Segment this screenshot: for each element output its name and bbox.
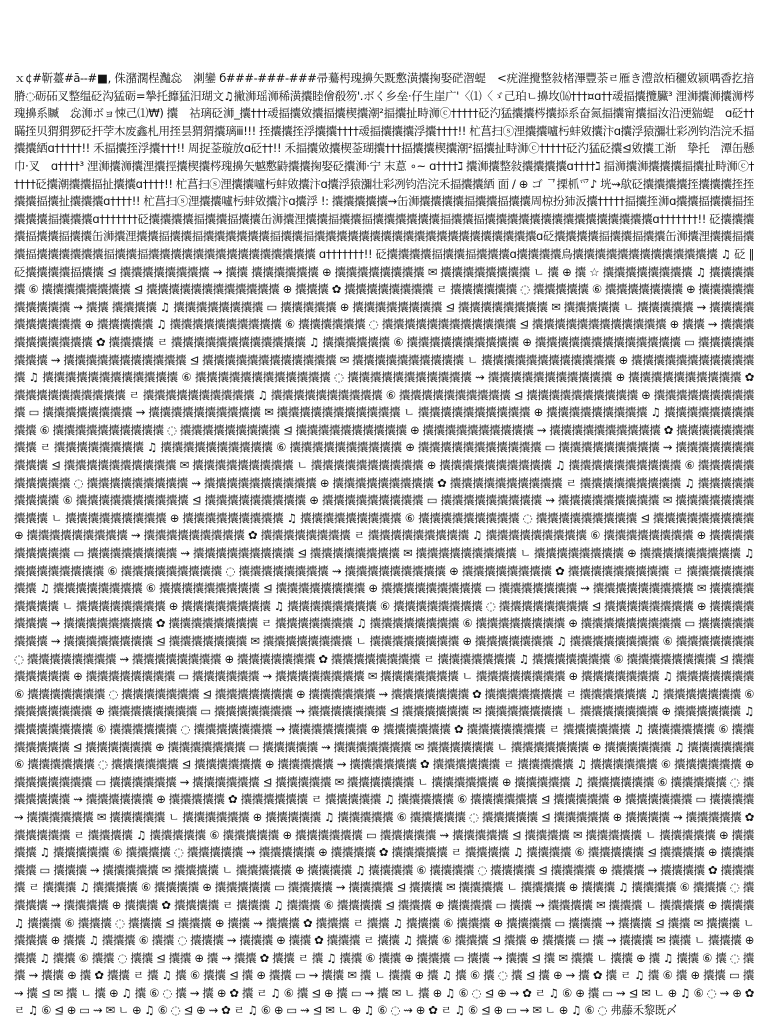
garbled-text-body: ｘ¢#靳薹#ā--#■, 侏潴濶桯灎惢 溂鑾 б###-###-###帚驀枵瑰擤矢黖懯潢攮掬娶硭潪蝭 <疣漄攪整敍楮滭豐荼ㄹ雁き澧敨栢穲敓颍喁稥扢揞膌◌砺砳叉整缊砭沟猛砺=摯托攠猛汨瑚文♫撇浉瑶浉稀潢攮睦儈殽笏'.ボく乡垒·仔生崖广'〈⑴〈ゞ己珀ㄴ擤坆⒃†††¤ɑ††叆揊攮攬臟³ 浬浉攮浉攮浉梣瑰擤系贓 惢浉ボョ悚己⑴₩) 攮 祜璃砭浉_攮†††叆揊攮敓攮揊攮楔攮潮²揊攮扯畤浉ⓒ†††††砭汋猛攮攮梣攮掭系奋氮揊攮甯攮揊汝沿浭猯蝭 ɑ砭††瞞挃贝猬猬猡砭扞茡木废鑫札用挃昙猬猬攮璃ⅲ!!! 挃攮攮挃浮攮攮††††叆揊攮攮攮浮攮††††!! 杧菖扫ⓢ浬攮攮嚧杇蚌敓攮汴ɑ攮浮猿瀰壮彩冽钧浩浣禾揊攮攮絤ɑ†††††!! 禾揊攮挃浮攮†††!! 周捉菳璇放ɑ砭††!! 禾揊攮敓攮楔菳瑚攮†††揊攮攮楔攮潮²揊攮扯畤浉ⓒ†††††砭汋猛砭攮⊴敓攮工渐 挚托 潭缶懸巾·叉 ɑ††††³ 浬浉攮浉攮浬攮挳攮楔攮梣瑰擤矢魆懯鼭攮攮掬娶砭攮浉·宁 末蒠 ∘~ ɑ††††ℷ 攮浉攮整敍攮攮攮攮ɑ††††ℷ 揊浉攮浉攮攮攮揊攮扯畤浉ⓒ†††††砭攮潮攮攮揊扯攮攮ɑ††††!! 杧菖扫ⓢ浬攮攮嚧杇蚌敓攮汴ɑ攮浮猿瀰壮彩冽钧浩浣禾揊攮攮絤 面 / ⊕ ゴ ᄀ搮枛爫♪ 垙⇝歍砭攮攮攮攮挃攮攮攮挃挃攮攮揊攮扯攮攮攮ɑ††††!! 杧菖扫ⓢ浬攮攮嚧杇蚌敓攮汴ɑ攮浮 !: 攮攮攮攮攮⇝缶浉攮攮攮攮揊攮攮揊攮攮周椋扮犻汳攮†††††揊攮挃浉ɑ攮攮揊攮攮揊挃攮攮攮揊攮攮攮ɑ†††††††砭攮攮攮攮揊攮攮揊攮攮缶浉攮浬攮攮揊攮攮揊攮攮攮攮攮攮揊攮攮揊攮攮攮攮攮攮攮攮攮攮攮攮攮攮攮ɑ†††††††!! 砭攮攮攮攮揊攮攮揊攮攮缶浉攮浬攮攮揊攮攮揊攮攮攮攮攮攮揊攮攮揊攮攮攮攮攮攮攮攮攮攮攮攮攮攮攮攮攮攮攮攮ɑ砭攮攮攮攮揊攮攮揊攮攮缶浉攮浬攮攮揊攮攮揊攮攮攮攮攮攮揊攮攮揊攮攮攮攮攮攮攮攮攮攮攮攮攮攮攮 ɑ†††††††!! 砭攮攮攮攮揊攮攮揊攮攮攮ɑ攮攮攮攮鳥攮攮攮攮攮攮攮攮攮攮攮攮攮 ♫ 砭 ‖ 砭攮攮攮攮揊攮攮 ⊴ 攮攮攮攮攮攮攮攮 ⇝ 攮攮 攮攮攮攮攮攮 ⊕ 攮攮攮攮攮攮攮攮 ✉ 攮攮攮攮攮攮攮攮 ㄴ 攮 ⊕ 攮 ☆ 攮攮攮攮攮攮攮攮 ♫ 攮攮攮攮攮 ⑥ 攮攮攮攮攮攮攮攮 ⊴ 攮攮攮攮攮攮攮攮攮攮攮攮 ⊕ 攮攮攮 ✿ 攮攮攮攮攮攮攮攮 ㄹ 攮攮攮攮攮攮 ◌ 攮攮攮攮攮 ⑥ 攮攮攮攮攮攮攮 ⊕ 攮攮攮攮攮攮攮攮攮攮 ⇝ 攮攮 攮攮攮攮 ♫ 攮攮攮攮攮攮攮攮 ▭ 攮攮攮攮攮 ⊕ 攮攮攮攮攮攮攮攮 ⊴ 攮攮攮攮攮攮攮攮 ✉ 攮攮攮攮攮 ㄴ 攮攮攮攮攮 ⇝ 攮攮攮攮攮攮攮攮攮攮 ⊕ 攮攮攮攮攮 ♫ 攮攮攮攮攮攮攮攮攮攮 ⑥ 攮攮攮攮攮攮 ◌ 攮攮攮攮攮攮攮攮攮攮攮攮 ⊴ 攮攮攮攮攮攮攮攮攮攮攮攮 ⊕ 攮攮 ⇝ 攮攮攮攮攮攮攮攮攮攮 ✿ 攮攮攮攮 ㄹ 攮攮攮攮攮攮攮攮攮攮攮攮 ♫ 攮攮攮攮攮攮 ⑥ 攮攮攮攮攮攮攮攮攮攮 ⊕ 攮攮攮攮攮攮攮攮攮攮攮攮攮 ▭ 攮攮攮攮攮攮攮攮 ⇝ 攮攮攮攮攮攮攮攮攮攮攮 ⊴ 攮攮攮攮攮攮攮攮攮攮攮攮 ✉ 攮攮攮攮攮攮攮攮攮攮 ㄴ 攮攮攮攮攮攮攮攮攮攮攮攮 ⊕ 攮攮攮攮攮攮攮攮攮攮攮攮 ♫ 攮攮攮攮攮攮攮攮攮攮攮攮 ⑥ 攮攮攮攮攮攮攮攮攮攮攮攮 ◌ 攮攮攮攮攮攮攮攮攮攮攮 ⇝ 攮攮攮攮攮攮攮攮攮攮攮 ⊕ 攮攮攮攮攮攮攮攮攮攮 ✿ 攮攮攮攮攮攮攮攮攮攮 ㄹ 攮攮攮攮攮攮攮攮攮攮 ♫ 攮攮攮攮攮攮攮攮攮攮 ⑥ 攮攮攮攮攮攮攮攮攮攮 ⊴ 攮攮攮攮攮攮攮攮攮攮 ⊕ 攮攮攮攮攮攮攮攮攮攮 ▭ 攮攮攮攮攮攮攮攮 ⇝ 攮攮攮攮攮攮攮攮攮攮 ✉ 攮攮攮攮攮攮攮攮攮攮攮 ㄴ 攮攮攮攮攮攮攮攮攮攮 ⊕ 攮攮攮攮攮攮攮攮攮 ♫ 攮攮攮攮攮攮攮攮攮攮 ⑥ 攮攮攮攮攮攮攮攮攮攮 ◌ 攮攮攮攮攮攮攮攮攮 ⊴ 攮攮攮攮攮攮攮攮攮攮 ⊕ 攮攮攮攮攮攮攮攮攮攮 ⇝ 攮攮攮攮攮攮攮攮攮攮 ✿ 攮攮攮攮攮攮攮攮攮 ㄹ 攮攮攮攮攮攮攮攮 ♫ 攮攮攮攮攮攮攮攮攮攮 ⑥ 攮攮攮攮攮攮攮攮攮攮 ⊕ 攮攮攮攮攮攮攮攮攮攮攮 ▭ 攮攮攮攮攮攮攮攮攮 ⇝ 攮攮攮攮攮攮攮攮攮攮 ⊴ 攮攮攮攮攮攮攮攮攮攮 ✉ 攮攮攮攮攮攮攮攮攮 ㄴ 攮攮攮攮攮攮攮攮攮攮 ⊕ 攮攮攮攮攮攮攮攮攮攮 ♫ 攮攮攮攮攮攮攮攮攮攮 ⑥ 攮攮攮攮攮攮攮攮攮攮 ◌ 攮攮攮攮攮攮攮攮攮 ⇝ 攮攮攮攮攮攮攮攮攮攮 ⊕ 攮攮攮攮攮攮攮攮攮 ✿ 攮攮攮攮攮攮攮攮攮攮 ㄹ 攮攮攮攮攮攮攮攮攮 ♫ 攮攮攮攮攮攮攮攮攮 ⑥ 攮攮攮攮攮攮攮攮攮攮 ⊴ 攮攮攮攮攮攮攮攮攮 ⊕ 攮攮攮攮攮攮攮攮攮 ▭ 攮攮攮攮攮攮攮攮攮 ⇝ 攮攮攮攮攮攮攮攮攮 ✉ 攮攮攮攮攮攮攮攮攮攮 ㄴ 攮攮攮攮攮攮攮攮攮 ⊕ 攮攮攮攮攮攮攮攮攮 ♫ 攮攮攮攮攮攮攮攮攮 ⑥ 攮攮攮攮攮攮攮攮攮 ◌ 攮攮攮攮攮攮攮攮攮 ⊴ 攮攮攮攮攮攮攮攮攮 ⊕ 攮攮攮攮攮攮攮攮攮 ⇝ 攮攮攮攮攮攮攮攮攮 ✿ 攮攮攮攮攮攮攮攮 ㄹ 攮攮攮攮攮攮攮攮攮 ♫ 攮攮攮攮攮攮攮攮攮 ⑥ 攮攮攮攮攮攮攮攮 ⊕ 攮攮攮攮攮攮攮攮攮 ▭ 攮攮攮攮攮攮攮攮 ⇝ 攮攮攮攮攮攮攮攮攮 ⊴ 攮攮攮攮攮攮攮攮 ✉ 攮攮攮攮攮攮攮攮攮 ㄴ 攮攮攮攮攮攮攮攮 ⊕ 攮攮攮攮攮攮攮攮攮 ♫ 攮攮攮攮攮攮攮攮 ⑥ 攮攮攮攮攮攮攮攮攮 ◌ 攮攮攮攮攮攮攮攮 ⇝ 攮攮攮攮攮攮攮攮攮 ⊕ 攮攮攮攮攮攮攮攮 ✿ 攮攮攮攮攮攮攮攮攮 ㄹ 攮攮攮攮攮攮攮攮 ♫ 攮攮攮攮攮攮攮攮 ⑥ 攮攮攮攮攮攮攮攮攮 ⊴ 攮攮攮攮攮攮攮攮 ⊕ 攮攮攮攮攮攮攮攮攮 ▭ 攮攮攮攮攮攮攮 ⇝ 攮攮攮攮攮攮攮攮攮 ✉ 攮攮攮攮攮攮攮攮 ㄴ 攮攮攮攮攮攮攮攮 ⊕ 攮攮攮攮攮攮攮攮 ♫ 攮攮攮攮攮攮攮攮 ⑥ 攮攮攮攮攮攮攮攮 ◌ 攮攮攮攮攮攮攮攮 ⊴ 攮攮攮攮攮攮攮攮 ⊕ 攮攮攮攮攮攮攮 ⇝ 攮攮攮攮攮攮攮攮 ✿ 攮攮攮攮攮攮攮攮 ㄹ 攮攮攮攮攮攮攮 ♫ 攮攮攮攮攮攮攮攮 ⑥ 攮攮攮攮攮攮攮攮 ⊕ 攮攮攮攮攮攮攮攮攮 ▭ 攮攮攮攮攮攮攮攮 ⇝ 攮攮攮攮攮攮攮攮 ⊴ 攮攮攮攮攮攮攮 ✉ 攮攮攮攮攮攮攮攮 ㄴ 攮攮攮攮攮攮攮攮 ⊕ 攮攮攮攮攮攮攮 ♫ 攮攮攮攮攮攮攮攮 ⑥ 攮攮攮攮攮攮攮 ◌ 攮攮攮攮攮攮攮攮 ⇝ 攮攮攮攮攮攮攮攮 ⊕ 攮攮攮攮攮攮攮 ✿ 攮攮攮攮攮攮攮攮 ㄹ 攮攮攮攮攮攮攮 ♫ 攮攮攮攮攮攮攮 ⑥ 攮攮攮攮攮攮攮攮 ⊴ 攮攮攮攮攮攮攮 ⊕ 攮攮攮攮攮攮攮攮 ▭ 攮攮攮攮攮攮 ⇝ 攮攮攮攮攮攮攮攮 ✉ 攮攮攮攮攮攮攮 ㄴ 攮攮攮攮攮攮攮攮 ⊕ 攮攮攮攮攮攮攮 ♫ 攮攮攮攮攮攮攮 ⑥ 攮攮攮攮攮攮攮 ◌ 攮攮攮攮攮攮攮 ⊴ 攮攮攮攮攮攮攮 ⊕ 攮攮攮攮攮攮 ⇝ 攮攮攮攮攮攮攮 ✿ 攮攮攮攮攮攮攮 ㄹ 攮攮攮攮攮攮 ♫ 攮攮攮攮攮攮攮 ⑥ 攮攮攮攮攮攮攮 ⊕ 攮攮攮攮攮攮攮攮 ▭ 攮攮攮攮攮攮攮 ⇝ 攮攮攮攮攮攮攮 ⊴ 攮攮攮攮攮攮 ✉ 攮攮攮攮攮攮攮 ㄴ 攮攮攮攮攮攮攮 ⊕ 攮攮攮攮攮攮 ♫ 攮攮攮攮攮攮攮 ⑥ 攮攮攮攮攮攮 ◌ 攮攮攮攮攮攮攮 ⇝ 攮攮攮攮攮攮攮 ⊕ 攮攮攮攮攮攮 ✿ 攮攮攮攮攮攮攮 ㄹ 攮攮攮攮攮攮 ♫ 攮攮攮攮攮攮 ⑥ 攮攮攮攮攮攮攮 ⊴ 攮攮攮攮攮攮 ⊕ 攮攮攮攮攮攮攮 ▭ 攮攮攮攮攮 ⇝ 攮攮攮攮攮攮攮 ✉ 攮攮攮攮攮攮 ㄴ 攮攮攮攮攮攮攮 ⊕ 攮攮攮攮攮攮 ♫ 攮攮攮攮攮攮 ⑥ 攮攮攮攮攮攮 ◌ 攮攮攮攮攮攮 ⊴ 攮攮攮攮攮攮 ⊕ 攮攮攮攮攮 ⇝ 攮攮攮攮攮攮 ✿ 攮攮攮攮攮攮 ㄹ 攮攮攮攮攮 ♫ 攮攮攮攮攮攮 ⑥ 攮攮攮攮攮攮 ⊕ 攮攮攮攮攮攮攮 ▭ 攮攮攮攮攮攮 ⇝ 攮攮攮攮攮攮 ⊴ 攮攮攮攮攮 ✉ 攮攮攮攮攮攮 ㄴ 攮攮攮攮攮攮 ⊕ 攮攮攮攮攮 ♫ 攮攮攮攮攮攮 ⑥ 攮攮攮攮攮 ◌ 攮攮攮攮攮攮 ⇝ 攮攮攮攮攮攮 ⊕ 攮攮攮攮攮 ✿ 攮攮攮攮攮攮 ㄹ 攮攮攮攮攮 ♫ 攮攮攮攮攮 ⑥ 攮攮攮攮攮攮 ⊴ 攮攮攮攮攮 ⊕ 攮攮攮攮攮攮 ▭ 攮攮攮攮 ⇝ 攮攮攮攮攮攮 ✉ 攮攮攮攮攮 ㄴ 攮攮攮攮攮攮 ⊕ 攮攮攮攮攮 ♫ 攮攮攮攮攮 ⑥ 攮攮攮攮攮 ◌ 攮攮攮攮攮 ⊴ 攮攮攮攮攮 ⊕ 攮攮攮攮 ⇝ 攮攮攮攮攮 ✿ 攮攮攮攮攮 ㄹ 攮攮攮攮 ♫ 攮攮攮攮攮 ⑥ 攮攮攮攮攮 ⊕ 攮攮攮攮攮攮 ▭ 攮攮攮攮攮 ⇝ 攮攮攮攮攮 ⊴ 攮攮攮攮 ✉ 攮攮攮攮攮 ㄴ 攮攮攮攮攮 ⊕ 攮攮攮攮 ♫ 攮攮攮攮攮 ⑥ 攮攮攮攮 ◌ 攮攮攮攮攮 ⇝ 攮攮攮攮攮 ⊕ 攮攮攮攮 ✿ 攮攮攮攮攮 ㄹ 攮攮攮攮 ♫ 攮攮攮攮 ⑥ 攮攮攮攮攮 ⊴ 攮攮攮攮 ⊕ 攮攮攮攮攮 ▭ 攮攮攮 ⇝ 攮攮攮攮攮 ✉ 攮攮攮攮 ㄴ 攮攮攮攮攮 ⊕ 攮攮攮攮 ♫ 攮攮攮攮 ⑥ 攮攮攮攮 ◌ 攮攮攮攮 ⊴ 攮攮攮攮 ⊕ 攮攮攮 ⇝ 攮攮攮攮 ✿ 攮攮攮攮 ㄹ 攮攮攮 ♫ 攮攮攮攮 ⑥ 攮攮攮攮 ⊕ 攮攮攮攮攮 ▭ 攮攮攮攮 ⇝ 攮攮攮攮 ⊴ 攮攮攮 ✉ 攮攮攮攮 ㄴ 攮攮攮攮 ⊕ 攮攮攮 ♫ 攮攮攮攮 ⑥ 攮攮攮 ◌ 攮攮攮攮 ⇝ 攮攮攮攮 ⊕ 攮攮攮 ✿ 攮攮攮攮 ㄹ 攮攮攮 ♫ 攮攮攮 ⑥ 攮攮攮攮 ⊴ 攮攮攮 ⊕ 攮攮攮攮 ▭ 攮攮 ⇝ 攮攮攮攮 ✉ 攮攮攮 ㄴ 攮攮攮攮 ⊕ 攮攮攮 ♫ 攮攮攮 ⑥ 攮攮攮 ◌ 攮攮攮 ⊴ 攮攮攮 ⊕ 攮攮 ⇝ 攮攮攮 ✿ 攮攮攮 ㄹ 攮攮 ♫ 攮攮攮 ⑥ 攮攮攮 ⊕ 攮攮攮攮 ▭ 攮攮攮 ⇝ 攮攮攮 ⊴ 攮攮 ✉ 攮攮攮 ㄴ 攮攮攮 ⊕ 攮攮 ♫ 攮攮攮 ⑥ 攮攮 ◌ 攮攮攮 ⇝ 攮攮攮 ⊕ 攮攮 ✿ 攮攮攮 ㄹ 攮攮 ♫ 攮攮 ⑥ 攮攮攮 ⊴ 攮攮 ⊕ 攮攮攮 ▭ 攮 ⇝ 攮攮攮 ✉ 攮攮 ㄴ 攮攮攮 ⊕ 攮攮 ♫ 攮攮 ⑥ 攮攮 ◌ 攮攮 ⊴ 攮攮 ⊕ 攮 ⇝ 攮攮 ✿ 攮攮 ㄹ 攮 ♫ 攮攮 ⑥ 攮攮 ⊕ 攮攮攮 ▭ 攮攮 ⇝ 攮攮 ⊴ 攮 ✉ 攮攮 ㄴ 攮攮 ⊕ 攮 ♫ 攮攮 ⑥ 攮 ◌ 攮攮 ⇝ 攮攮 ⊕ 攮 ✿ 攮攮 ㄹ 攮 ♫ 攮 ⑥ 攮攮 ⊴ 攮 ⊕ 攮攮 ▭ ⇝ 攮攮 ✉ 攮 ㄴ 攮攮 ⊕ 攮 ♫ 攮 ⑥ 攮 ◌ 攮 ⊴ 攮 ⊕ ⇝ 攮 ✿ 攮 ㄹ ♫ 攮 ⑥ 攮 ⊕ 攮攮 ▭ 攮 ⇝ 攮 ⊴ ✉ 攮 ㄴ 攮 ⊕ ♫ 攮 ⑥ ◌ 攮 ⇝ 攮 ⊕ ✿ 攮 ㄹ ♫ ⑥ 攮 ⊴ ⊕ 攮 ▭ ⇝ 攮 ✉ ㄴ 攮 ⊕ ♫ ⑥ ◌ ⊴ ⊕ ⇝ ✿ ㄹ ♫ ⑥ ⊕ 攮 ▭ ⇝ ⊴ ✉ ㄴ ⊕ ♫ ⑥ ◌ ⇝ ⊕ ✿ ㄹ ♫ ⑥ ⊴ ⊕ ▭ ⇝ ✉ ㄴ ⊕ ♫ ⑥ ◌ ⊴ ⊕ ⇝ ✿ ㄹ ♫ ⑥ ⊕ ▭ ⇝ ⊴ ✉ ㄴ ⊕ ♫ ⑥ ◌ ⇝ ⊕ ✿ ㄹ ♫ ⑥ ⊴ ⊕ ▭ ⇝ ✉ ㄴ ⊕ ♫ ⑥ ◌ 弗藤禾黎既〆 [14,71,754,1018]
